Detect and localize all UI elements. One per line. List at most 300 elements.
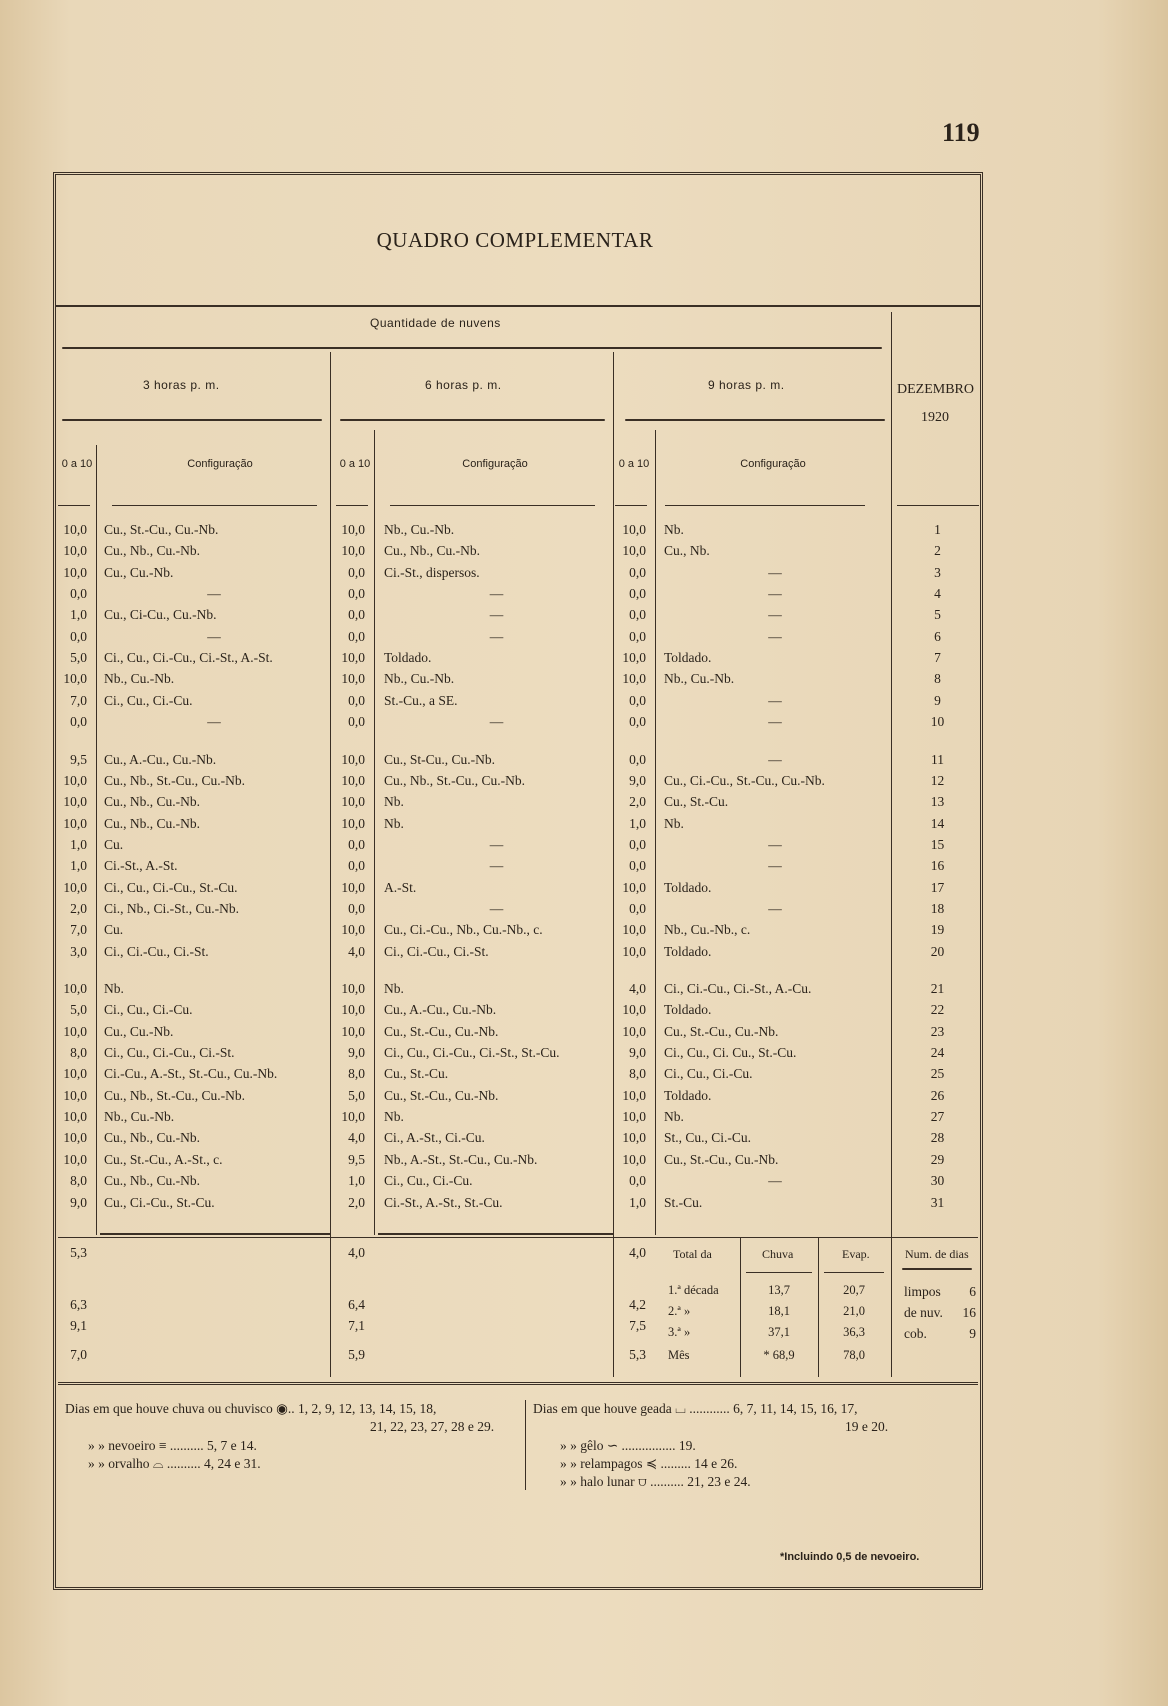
table-cell-config-9pm: Toldado. [664, 879, 712, 895]
table-cell-config-9pm: Ci., Cu., Ci.-Cu. [664, 1066, 753, 1082]
table-cell-config-6pm: Nb. [384, 981, 404, 996]
table-cell-config-6pm: — [489, 628, 504, 644]
table-cell-config-9pm: Toldado. [664, 1002, 712, 1018]
table-cell-config-9pm: Cu., Ci.-Cu., St.-Cu., Cu.-Nb. [664, 772, 825, 788]
table-cell-config-9pm: Nb., Cu.-Nb. [664, 671, 735, 687]
col-rule [390, 505, 595, 506]
table-cell-config-6pm: Nb., A.-St., St.-Cu., Cu.-Nb. [384, 1151, 538, 1167]
table-cell-cloud-3pm: 2,0 [70, 900, 87, 916]
table-cell-config-3pm: Cu., Nb., Cu.-Nb. [104, 1130, 201, 1146]
table-cell-cloud-9pm: 0,0 [629, 858, 646, 874]
table-cell-day: 6 [934, 628, 941, 644]
table-cell-cloud-3pm: 10,0 [63, 564, 87, 580]
table-cell-cloud-6pm: 0,0 [348, 900, 365, 916]
col-divider [655, 430, 656, 1235]
footer-lightning: » » relampagos ≼ ......... 14 e 26. [560, 1456, 738, 1471]
table-cell-cloud-3pm: 10,0 [63, 879, 87, 895]
table-cell-cloud-6pm: 10,0 [341, 815, 365, 831]
dec3-6pm: 5,9 [348, 1347, 365, 1362]
table-cell-cloud-6pm: 10,0 [341, 981, 365, 996]
table-cell-config-6pm: Nb., Cu.-Nb. [384, 522, 455, 537]
table-cell-day: 25 [930, 1066, 945, 1082]
table-cell-cloud-9pm: 4,0 [629, 981, 646, 996]
table-cell-config-6pm: Nb., Cu.-Nb. [384, 671, 455, 687]
config-header-1: Configuração [187, 458, 253, 470]
table-cell-cloud-3pm: 8,0 [70, 1045, 87, 1061]
table-cell-cloud-6pm: 0,0 [348, 564, 365, 580]
table-cell-day: 8 [934, 671, 941, 687]
col-rule [897, 505, 979, 506]
table-cell-cloud-6pm: 10,0 [341, 794, 365, 810]
table-cell-config-6pm: — [489, 607, 504, 623]
days-count: 16 [962, 1305, 976, 1320]
dec3-3pm: 7,0 [70, 1347, 87, 1362]
table-cell-config-3pm: Ci., Nb., Ci.-St., Cu.-Nb. [104, 900, 240, 916]
col-rule [58, 505, 90, 506]
table-cell-cloud-6pm: 0,0 [348, 858, 365, 874]
table-cell-cloud-3pm: 10,0 [63, 1109, 87, 1125]
table-cell-config-6pm: Ci., Cu., Ci.-Cu. [384, 1173, 473, 1189]
table-cell-cloud-9pm: 9,0 [629, 1045, 646, 1061]
table-cell-cloud-9pm: 0,0 [629, 564, 646, 580]
table-cell-day: 27 [930, 1109, 945, 1125]
period-rule [625, 419, 885, 421]
table-cell-cloud-9pm: 10,0 [622, 1109, 646, 1125]
table-cell-cloud-3pm: 0,0 [70, 714, 87, 730]
table-cell-config-3pm: Cu., Nb., Cu.-Nb. [104, 1173, 201, 1189]
table-cell-config-6pm: — [489, 586, 504, 602]
table-cell-cloud-6pm: 0,0 [348, 607, 365, 623]
table-cell-cloud-6pm: 10,0 [341, 522, 365, 537]
table-cell-config-6pm: Cu., St.-Cu., Cu.-Nb. [384, 1087, 499, 1103]
table-cell-cloud-9pm: 10,0 [622, 1087, 646, 1103]
period-6pm: 6 horas p. m. [425, 378, 502, 392]
table-cell-config-9pm: Cu., St.-Cu., Cu.-Nb. [664, 1023, 779, 1039]
table-cell-cloud-9pm: 10,0 [622, 1023, 646, 1039]
table-cell-day: 15 [930, 836, 945, 852]
total-rule [100, 1233, 330, 1235]
table-cell-config-9pm: — [768, 714, 782, 730]
table-cell-cloud-9pm: 1,0 [629, 1194, 646, 1210]
table-cell-day: 13 [930, 794, 945, 810]
table-cell-config-6pm: Cu., Nb., St.-Cu., Cu.-Nb. [384, 772, 526, 788]
table-cell-day: 10 [930, 714, 945, 730]
table-cell-cloud-3pm: 8,0 [70, 1173, 87, 1189]
table-cell-cloud-3pm: 10,0 [63, 522, 87, 537]
table-cell-config-6pm: — [489, 836, 504, 852]
table-cell-cloud-9pm: 9,0 [629, 772, 646, 788]
table-cell-config-6pm: Ci., Cu., Ci.-Cu., Ci.-St., St.-Cu. [384, 1045, 560, 1061]
table-cell-cloud-6pm: 10,0 [341, 543, 365, 559]
year-label: 1920 [921, 410, 949, 425]
table-cell-config-3pm: Ci., Cu., Ci.-Cu., Ci.-St. [104, 1045, 235, 1061]
table-cell-day: 20 [930, 943, 945, 959]
table-cell-cloud-6pm: 4,0 [348, 1130, 365, 1146]
table-cell-config-6pm: — [489, 714, 504, 730]
summary-cell: 13,7 [768, 1283, 790, 1297]
table-cell-cloud-9pm: 10,0 [622, 1151, 646, 1167]
table-cell-cloud-6pm: 9,5 [348, 1151, 365, 1167]
table-cell-config-3pm: Cu. [104, 922, 124, 938]
table-cell-day: 23 [930, 1023, 945, 1039]
dec3-9pm: 5,3 [629, 1347, 646, 1362]
table-cell-cloud-6pm: 0,0 [348, 586, 365, 602]
table-cell-cloud-9pm: 1,0 [629, 815, 646, 831]
summary-divider [818, 1237, 819, 1377]
footnote: *Incluindo 0,5 de nevoeiro. [780, 1551, 920, 1563]
table-cell-day: 17 [930, 879, 945, 895]
config-header-3: Configuração [740, 458, 806, 470]
summary-cell: 20,7 [843, 1283, 865, 1297]
table-cell-cloud-3pm: 10,0 [63, 815, 87, 831]
table-cell-day: 1 [934, 522, 941, 537]
table-cell-cloud-3pm: 0,0 [70, 586, 87, 602]
table-cell-cloud-6pm: 10,0 [341, 1109, 365, 1125]
period-9pm: 9 horas p. m. [708, 378, 785, 392]
table-cell-cloud-3pm: 10,0 [63, 1130, 87, 1146]
table-cell-config-6pm: Toldado. [384, 650, 432, 666]
footer-rain-cont: 21, 22, 23, 27, 28 e 29. [370, 1419, 495, 1434]
table-cell-config-9pm: — [768, 564, 782, 580]
days-count: 6 [969, 1284, 976, 1299]
table-cell-cloud-6pm: 10,0 [341, 879, 365, 895]
table-cell-cloud-6pm: 5,0 [348, 1087, 365, 1103]
summary-evap-header: Evap. [842, 1247, 870, 1261]
table-cell-day: 26 [930, 1087, 945, 1103]
table-cell-cloud-9pm: 10,0 [622, 1002, 646, 1018]
table-cell-config-3pm: Ci.-Cu., A.-St., St.-Cu., Cu.-Nb. [104, 1066, 278, 1082]
col-divider [96, 445, 97, 1235]
table-cell-cloud-9pm: 0,0 [629, 692, 646, 708]
table-cell-config-6pm: — [489, 858, 504, 874]
footer-dew: » » orvalho ⌓ .......... 4, 24 e 31. [88, 1456, 261, 1471]
table-cell-day: 2 [934, 543, 941, 559]
table-cell-config-6pm: Ci.-St., A.-St., St.-Cu. [384, 1194, 503, 1210]
table-cell-cloud-3pm: 1,0 [70, 858, 87, 874]
summary-cell: 3.ª » [668, 1325, 691, 1339]
table-cell-config-3pm: Ci., Cu., Ci.-Cu., St.-Cu. [104, 879, 238, 895]
table-cell-config-3pm: Cu., Nb., Cu.-Nb. [104, 543, 201, 559]
table-cell-config-3pm: Cu., St.-Cu., A.-St., c. [104, 1151, 223, 1167]
table-cell-cloud-6pm: 10,0 [341, 671, 365, 687]
days-label: limpos [904, 1284, 941, 1299]
table-cell-cloud-3pm: 10,0 [63, 981, 87, 996]
table-cell-config-3pm: Ci., Cu., Ci.-Cu. [104, 692, 193, 708]
summary-divider [740, 1237, 741, 1377]
table-cell-config-9pm: Nb. [664, 1109, 684, 1125]
table-cell-config-9pm: Ci., Ci.-Cu., Ci.-St., A.-Cu. [664, 981, 812, 996]
footer-fog: » » nevoeiro ≡ .......... 5, 7 e 14. [88, 1438, 257, 1453]
col-divider [374, 430, 375, 1235]
period-rule [340, 419, 605, 421]
table-cell-cloud-6pm: 10,0 [341, 922, 365, 938]
mean-6pm: 4,0 [348, 1245, 365, 1260]
table-cell-cloud-3pm: 7,0 [70, 922, 87, 938]
summary-chuva-header: Chuva [762, 1247, 794, 1261]
table-cell-config-6pm: St.-Cu., a SE. [384, 692, 458, 708]
table-cell-day: 24 [930, 1045, 945, 1061]
table-cell-cloud-9pm: 0,0 [629, 714, 646, 730]
table-cell-cloud-9pm: 10,0 [622, 543, 646, 559]
table-cell-config-9pm: Toldado. [664, 1087, 712, 1103]
table-cell-config-3pm: Cu., A.-Cu., Cu.-Nb. [104, 751, 217, 767]
col-rule [615, 505, 647, 506]
table-cell-config-6pm: Nb. [384, 1109, 404, 1125]
table-cell-cloud-3pm: 10,0 [63, 772, 87, 788]
table-cell-config-3pm: Cu., Ci-Cu., Cu.-Nb. [104, 607, 217, 623]
table-cell-day: 28 [930, 1130, 945, 1146]
table-cell-day: 22 [930, 1002, 945, 1018]
table-cell-cloud-6pm: 0,0 [348, 628, 365, 644]
footer-rain: Dias em que houve chuva ou chuvisco ◉.. 1, 2, 9, 12, 13, 14, 15, 18, [65, 1401, 437, 1416]
table-cell-config-9pm: — [768, 628, 782, 644]
table-cell-cloud-9pm: 0,0 [629, 900, 646, 916]
page-title: QUADRO COMPLEMENTAR [376, 228, 654, 252]
table-cell-cloud-6pm: 9,0 [348, 1045, 365, 1061]
table-cell-cloud-6pm: 2,0 [348, 1194, 365, 1210]
table-cell-cloud-9pm: 8,0 [629, 1066, 646, 1082]
table-cell-config-9pm: Cu., Nb. [664, 543, 710, 559]
table-cell-config-6pm: — [489, 900, 504, 916]
days-count: 9 [969, 1326, 976, 1341]
table-cell-cloud-6pm: 8,0 [348, 1066, 365, 1082]
mean-9pm: 4,0 [629, 1245, 646, 1260]
table-cell-config-9pm: — [768, 607, 782, 623]
table-cell-config-9pm: — [768, 692, 782, 708]
dec1-9pm: 4,2 [629, 1297, 646, 1312]
table-cell-config-3pm: Nb. [104, 981, 124, 996]
table-cell-config-9pm: Nb. [664, 522, 684, 537]
table-cell-config-3pm: Cu., Nb., St.-Cu., Cu.-Nb. [104, 772, 246, 788]
group-rule [62, 347, 882, 349]
table-cell-cloud-6pm: 10,0 [341, 751, 365, 767]
table-cell-cloud-9pm: 10,0 [622, 922, 646, 938]
table-cell-cloud-9pm: 0,0 [629, 586, 646, 602]
dec2-9pm: 7,5 [629, 1318, 646, 1333]
summary-cell: 78,0 [843, 1348, 865, 1362]
table-cell-cloud-6pm: 0,0 [348, 692, 365, 708]
table-cell-cloud-3pm: 5,0 [70, 650, 87, 666]
days-label: cob. [904, 1326, 927, 1341]
period-rule [62, 419, 322, 421]
table-cell-config-3pm: Cu., Ci.-Cu., St.-Cu. [104, 1194, 215, 1210]
table-cell-config-9pm: — [768, 900, 782, 916]
table-cell-day: 12 [930, 772, 945, 788]
table-cell-config-6pm: Cu., St.-Cu., Cu.-Nb. [384, 1023, 499, 1039]
footer-divider [525, 1400, 526, 1490]
table-cell-config-9pm: Nb., Cu.-Nb., c. [664, 922, 751, 938]
month-label: DEZEMBRO [897, 382, 974, 397]
table-cell-cloud-9pm: 10,0 [622, 1130, 646, 1146]
table-cell-cloud-6pm: 4,0 [348, 943, 365, 959]
table-cell-day: 14 [930, 815, 945, 831]
table-cell-day: 7 [934, 650, 941, 666]
table-cell-config-9pm: Nb. [664, 815, 684, 831]
table-cell-config-3pm: Nb., Cu.-Nb. [104, 671, 175, 687]
table-cell-cloud-9pm: 0,0 [629, 751, 646, 767]
table-cell-config-6pm: Ci., A.-St., Ci.-Cu. [384, 1130, 485, 1146]
table-cell-cloud-3pm: 10,0 [63, 794, 87, 810]
mean-3pm: 5,3 [70, 1245, 87, 1260]
table-cell-config-6pm: Cu., Nb., Cu.-Nb. [384, 543, 481, 559]
days-label: de nuv. [904, 1305, 943, 1320]
table-cell-config-9pm: — [768, 836, 782, 852]
table-cell-cloud-3pm: 1,0 [70, 607, 87, 623]
table-cell-config-9pm: — [768, 751, 782, 767]
table-cell-config-3pm: Ci., Cu., Ci.-Cu., Ci.-St., A.-St. [104, 650, 273, 666]
dec1-6pm: 6,4 [348, 1297, 365, 1312]
table-cell-cloud-9pm: 10,0 [622, 650, 646, 666]
table-cell-config-6pm: Cu., St.-Cu. [384, 1066, 449, 1082]
days-header: Num. de dias [905, 1247, 969, 1261]
table-cell-day: 30 [930, 1173, 945, 1189]
table-cell-day: 4 [934, 586, 941, 602]
dec2-6pm: 7,1 [348, 1318, 365, 1333]
table-cell-day: 18 [930, 900, 945, 916]
table-cell-cloud-9pm: 10,0 [622, 879, 646, 895]
table-cell-config-3pm: — [207, 586, 221, 602]
table-cell-cloud-3pm: 10,0 [63, 1066, 87, 1082]
table-cell-config-9pm: St., Cu., Ci.-Cu. [664, 1130, 752, 1146]
table-cell-cloud-9pm: 0,0 [629, 607, 646, 623]
table-cell-day: 19 [930, 922, 945, 938]
col-divider [891, 312, 892, 1377]
table-cell-cloud-6pm: 1,0 [348, 1173, 365, 1189]
footer-frost-cont: 19 e 20. [845, 1419, 889, 1434]
table-cell-config-9pm: St.-Cu. [664, 1194, 703, 1210]
table-cell-config-3pm: Cu. [104, 836, 124, 852]
summary-cell: 37,1 [768, 1325, 790, 1339]
summary-cell: 21,0 [843, 1304, 865, 1318]
period-3pm: 3 horas p. m. [143, 378, 220, 392]
table-cell-config-9pm: — [768, 858, 782, 874]
table-cell-cloud-9pm: 10,0 [622, 943, 646, 959]
footer-halo: » » halo lunar ⩌ .......... 21, 23 e 24. [560, 1474, 751, 1489]
config-header-2: Configuração [462, 458, 528, 470]
table-cell-day: 3 [934, 564, 941, 580]
summary-rule [746, 1272, 812, 1273]
table-cell-config-3pm: — [207, 714, 221, 730]
table-cell-config-9pm: Cu., St.-Cu., Cu.-Nb. [664, 1151, 779, 1167]
summary-cell: 1.ª década [668, 1283, 719, 1297]
table-cell-day: 21 [930, 981, 945, 996]
table-cell-cloud-9pm: 0,0 [629, 628, 646, 644]
table-cell-config-3pm: Cu., Cu.-Nb. [104, 564, 174, 580]
table-cell-config-6pm: Cu., St-Cu., Cu.-Nb. [384, 751, 496, 767]
scale-header-2: 0 a 10 [339, 458, 371, 470]
table-cell-config-3pm: Ci., Cu., Ci.-Cu. [104, 1002, 193, 1018]
table-cell-day: 5 [934, 607, 941, 623]
table-cell-cloud-3pm: 5,0 [70, 1002, 87, 1018]
table-cell-cloud-6pm: 10,0 [341, 772, 365, 788]
table-cell-config-6pm: Nb. [384, 794, 404, 810]
table-cell-config-9pm: — [768, 1173, 782, 1189]
table-cell-config-3pm: Cu., Nb., St.-Cu., Cu.-Nb. [104, 1087, 246, 1103]
table-cell-config-9pm: Cu., St.-Cu. [664, 794, 729, 810]
table-cell-day: 31 [930, 1194, 945, 1210]
table-cell-config-3pm: Cu., Nb., Cu.-Nb. [104, 815, 201, 831]
scale-header-3: 0 a 10 [618, 458, 650, 470]
days-rule [902, 1268, 972, 1270]
summary-cell: Mês [668, 1348, 690, 1362]
page-number: 119 [942, 118, 980, 147]
footer-rule [58, 1382, 978, 1385]
table-cell-cloud-6pm: 0,0 [348, 714, 365, 730]
table-cell-cloud-6pm: 10,0 [341, 1023, 365, 1039]
table-cell-config-6pm: Ci., Ci.-Cu., Ci.-St. [384, 943, 489, 959]
summary-cell: 18,1 [768, 1304, 790, 1318]
table-cell-config-9pm: Toldado. [664, 943, 712, 959]
table-cell-day: 11 [931, 751, 944, 767]
table-cell-config-6pm: Cu., Ci.-Cu., Nb., Cu.-Nb., c. [384, 922, 543, 938]
table-cell-cloud-3pm: 9,5 [70, 751, 87, 767]
footer-frost: Dias em que houve geada ⌴ ............ 6, 7, 11, 14, 15, 16, 17, [533, 1401, 858, 1416]
header-rule [56, 305, 980, 307]
scale-header-1: 0 a 10 [61, 458, 93, 470]
table-cell-cloud-3pm: 10,0 [63, 671, 87, 687]
table-cell-config-9pm: Ci., Cu., Ci. Cu., St.-Cu. [664, 1045, 797, 1061]
table-cell-cloud-3pm: 10,0 [63, 1087, 87, 1103]
table-cell-cloud-6pm: 10,0 [341, 650, 365, 666]
table-cell-config-3pm: Cu., Cu.-Nb. [104, 1023, 174, 1039]
group-header: Quantidade de nuvens [370, 316, 501, 330]
table-cell-cloud-9pm: 0,0 [629, 836, 646, 852]
table-cell-cloud-3pm: 1,0 [70, 836, 87, 852]
table-cell-config-6pm: Ci.-St., dispersos. [384, 564, 480, 580]
table-cell-cloud-3pm: 7,0 [70, 692, 87, 708]
total-rule [378, 1233, 613, 1235]
summary-cell: 2.ª » [668, 1304, 691, 1318]
table-cell-cloud-3pm: 9,0 [70, 1194, 87, 1210]
table-cell-config-3pm: Cu., St.-Cu., Cu.-Nb. [104, 522, 219, 537]
col-rule [665, 505, 865, 506]
summary-rule [824, 1272, 884, 1273]
table-cell-config-9pm: — [768, 586, 782, 602]
table-cell-cloud-3pm: 3,0 [70, 943, 87, 959]
table-cell-config-3pm: Nb., Cu.-Nb. [104, 1109, 175, 1125]
table-cell-config-6pm: A.-St. [384, 879, 417, 895]
table-cell-cloud-9pm: 2,0 [629, 794, 646, 810]
table-cell-cloud-3pm: 0,0 [70, 628, 87, 644]
table-cell-config-6pm: Nb. [384, 815, 404, 831]
col-rule [112, 505, 317, 506]
summary-cell: * 68,9 [763, 1348, 795, 1362]
table-cell-config-6pm: Cu., A.-Cu., Cu.-Nb. [384, 1002, 497, 1018]
table-cell-day: 29 [930, 1151, 945, 1167]
summary-cell: 36,3 [843, 1325, 865, 1339]
table-cell-cloud-9pm: 10,0 [622, 522, 646, 537]
table-cell-config-3pm: Cu., Nb., Cu.-Nb. [104, 794, 201, 810]
table-cell-config-3pm: Ci.-St., A.-St. [104, 858, 178, 874]
table-cell-cloud-6pm: 0,0 [348, 836, 365, 852]
summary-total-header: Total da [673, 1247, 712, 1261]
table-cell-cloud-3pm: 10,0 [63, 1151, 87, 1167]
footer-ice: » » gêlo ∽ ................ 19. [560, 1438, 696, 1453]
table-cell-cloud-6pm: 10,0 [341, 1002, 365, 1018]
table-cell-cloud-9pm: 10,0 [622, 671, 646, 687]
dec1-3pm: 6,3 [70, 1297, 87, 1312]
col-rule [336, 505, 368, 506]
table-cell-config-9pm: Toldado. [664, 650, 712, 666]
table-cell-day: 16 [930, 858, 945, 874]
table-cell-cloud-3pm: 10,0 [63, 543, 87, 559]
dec2-3pm: 9,1 [70, 1318, 87, 1333]
table-cell-cloud-3pm: 10,0 [63, 1023, 87, 1039]
total-rule [58, 1237, 978, 1238]
table-cell-cloud-9pm: 0,0 [629, 1173, 646, 1189]
table-cell-config-3pm: Ci., Ci.-Cu., Ci.-St. [104, 943, 209, 959]
table-cell-day: 9 [934, 692, 941, 708]
